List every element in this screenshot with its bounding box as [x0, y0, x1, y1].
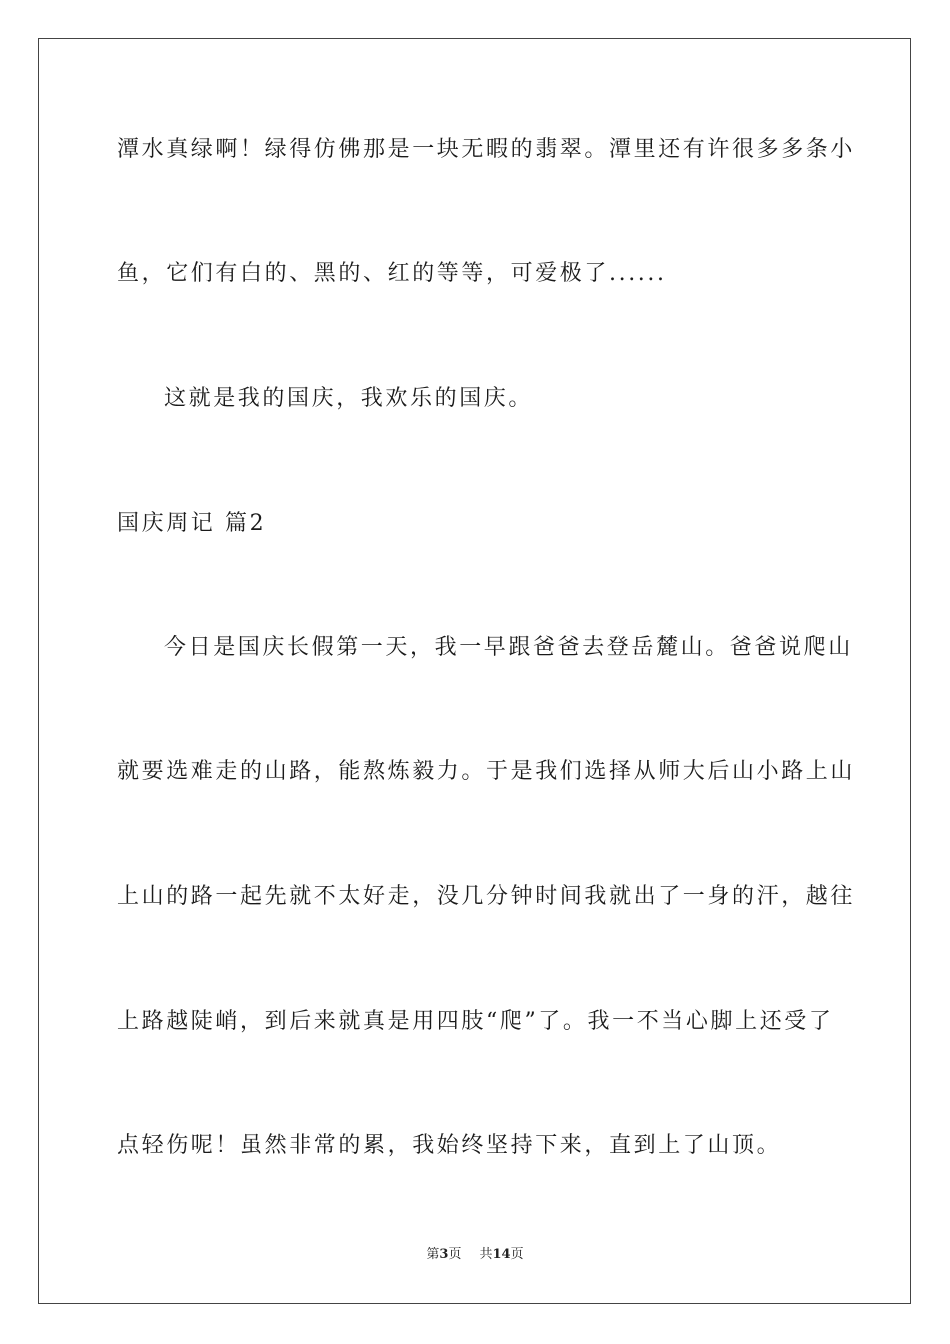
footer-total-pages: 14	[492, 1247, 511, 1262]
page-footer	[0, 1246, 950, 1264]
footer-page-number: 3	[439, 1247, 449, 1262]
paragraph-line-1: 潭水真绿啊！绿得仿佛那是一块无暇的翡翠。潭里还有许很多多条小	[117, 137, 856, 162]
footer-total-suffix: 页	[510, 1247, 524, 1262]
paragraph-line-2: 鱼，它们有白的、黑的、红的等等，可爱极了......	[117, 261, 667, 286]
paragraph-line-3: 这就是我的国庆，我欢乐的国庆。	[164, 386, 534, 411]
paragraph-line-8: 上路越陡峭，到后来就真是用四肢“爬”了。我一不当心脚上还受了	[117, 1009, 834, 1034]
paragraph-line-6: 就要选难走的山路，能熬炼毅力。于是我们选择从师大后山小路上山	[117, 759, 856, 784]
paragraph-line-9: 点轻伤呢！虽然非常的累，我始终坚持下来，直到上了山顶。	[117, 1133, 782, 1158]
page-border	[38, 38, 911, 1304]
paragraph-line-7: 上山的路一起先就不太好走，没几分钟时间我就出了一身的汗，越往	[117, 884, 856, 909]
paragraph-line-5: 今日是国庆长假第一天，我一早跟爸爸去登岳麓山。爸爸说爬山	[164, 635, 853, 660]
section-heading: 国庆周记 篇2	[117, 511, 267, 536]
footer-page-suffix: 页	[448, 1247, 462, 1262]
footer-total-prefix: 共	[479, 1247, 493, 1262]
footer-page-prefix: 第	[426, 1247, 440, 1262]
